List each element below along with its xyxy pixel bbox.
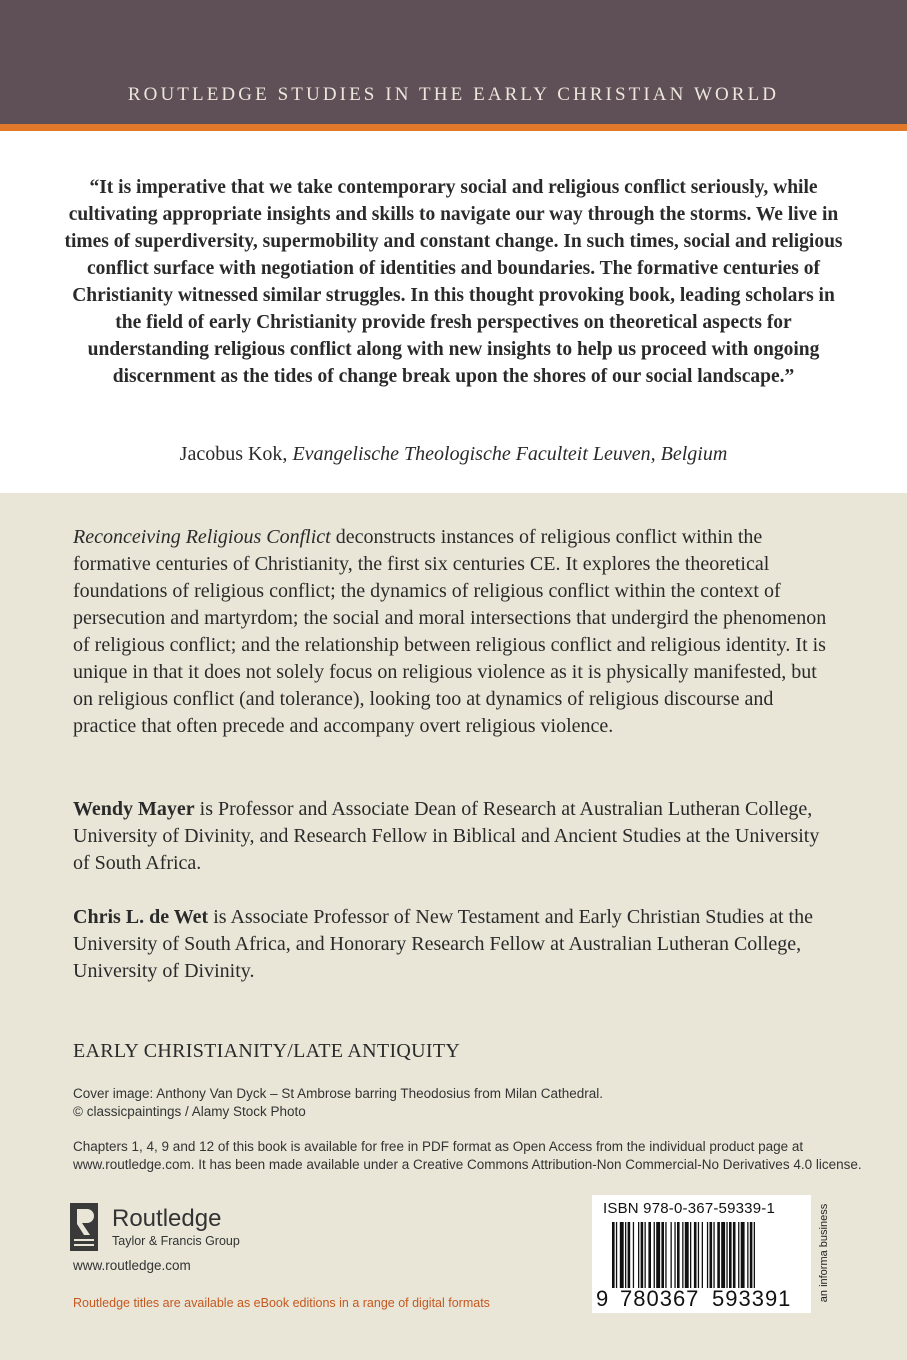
isbn-label: ISBN 978-0-367-59339-1 xyxy=(603,1200,776,1217)
editor-bio-1 xyxy=(73,796,835,877)
publisher-logo xyxy=(70,1203,270,1253)
endorser-affiliation: Evangelische Theologische Faculteit Leuven, Belgium xyxy=(292,443,728,465)
editor-bio-text-2: is Associate Professor of New Testament and Early Christian Studies at the University of South Africa, and Honorary Research Fellow at Australian Lutheran College, University of Divinity. xyxy=(73,906,813,982)
cover-credit-line1: Cover image: Anthony Van Dyck – St Ambrose barring Theodosius from Milan Cathedral. xyxy=(73,1086,604,1101)
editor-bio-2 xyxy=(73,904,835,985)
endorser-name: Jacobus Kok, xyxy=(179,443,288,465)
book-title: Reconceiving Religious Conflict xyxy=(73,526,331,548)
routledge-logo-icon xyxy=(70,1203,98,1251)
book-description xyxy=(73,524,835,740)
barcode-icon xyxy=(610,1222,804,1288)
informa-text: an informa business xyxy=(818,1203,830,1303)
open-access-note: Chapters 1, 4, 9 and 12 of this book is available for free in PDF format as Open Access from the individual product page at www.routledge.com. It has been made available under a Creative Commons Attribution-Non Commercial-No Derivatives 4.0 license. xyxy=(73,1139,862,1172)
cover-credit-line2: © classicpaintings / Alamy Stock Photo xyxy=(73,1104,306,1119)
description-text: deconstructs instances of religious conflict within the formative centuries of Christianity, the first six centuries CE. It explores the theoretical foundations of religious conflict; the dynamics of religious conflict within the context of persecution and martyrdom; the social and moral intersections that undergird the phenomenon of religious conflict; and the relationship between religious conflict and religious identity. It is unique in that it does not solely focus on religious violence as it is physically manifested, but on religious conflict (and tolerance), looking too at dynamics of religious discourse and practice that often precede and accompany overt religious violence. xyxy=(73,526,827,737)
publisher-group: Taylor & Francis Group xyxy=(112,1234,240,1248)
editor-name-2: Chris L. de Wet xyxy=(73,906,209,928)
endorsement-quote: “It is imperative that we take contemporary social and religious conflict seriously, while cultivating appropriate insights and skills to navigate our way through the storms. We live in times of superdiversity, supermobility and constant change. In such times, social and religious conflict surface with negotiation of identities and boundaries. The formative centuries of Christianity witnessed similar struggles. In this thought provoking book, leading scholars in the field of early Christianity provide fresh perspectives on theoretical aspects for understanding religious conflict along with new insights to help us proceed with ongoing discernment as the tides of change break upon the shores of our social landscape.” xyxy=(64,177,843,387)
informa-tagline xyxy=(815,1196,833,1311)
publisher-url[interactable]: www.routledge.com xyxy=(73,1258,191,1273)
barcode-digit-first: 9 xyxy=(596,1286,610,1311)
editor-bio-text-1: is Professor and Associate Dean of Research at Australian Lutheran College, University of Divinity, and Research Fellow in Biblical and Ancient Studies at the University of South Africa. xyxy=(73,798,820,874)
ebook-note: Routledge titles are available as eBook editions in a range of digital formats xyxy=(73,1296,490,1310)
subject-category: EARLY CHRISTIANITY/LATE ANTIQUITY xyxy=(73,1040,461,1062)
editor-name-1: Wendy Mayer xyxy=(73,798,195,820)
accent-stripe xyxy=(0,124,907,131)
endorsement-attribution xyxy=(40,443,867,466)
barcode-digits-right: 593391 xyxy=(712,1286,792,1311)
publisher-name: Routledge xyxy=(112,1205,222,1232)
cover-credit xyxy=(73,1085,863,1121)
series-title: ROUTLEDGE STUDIES IN THE EARLY CHRISTIAN WORLD xyxy=(127,84,780,105)
barcode-digits-left: 780367 xyxy=(620,1286,700,1311)
